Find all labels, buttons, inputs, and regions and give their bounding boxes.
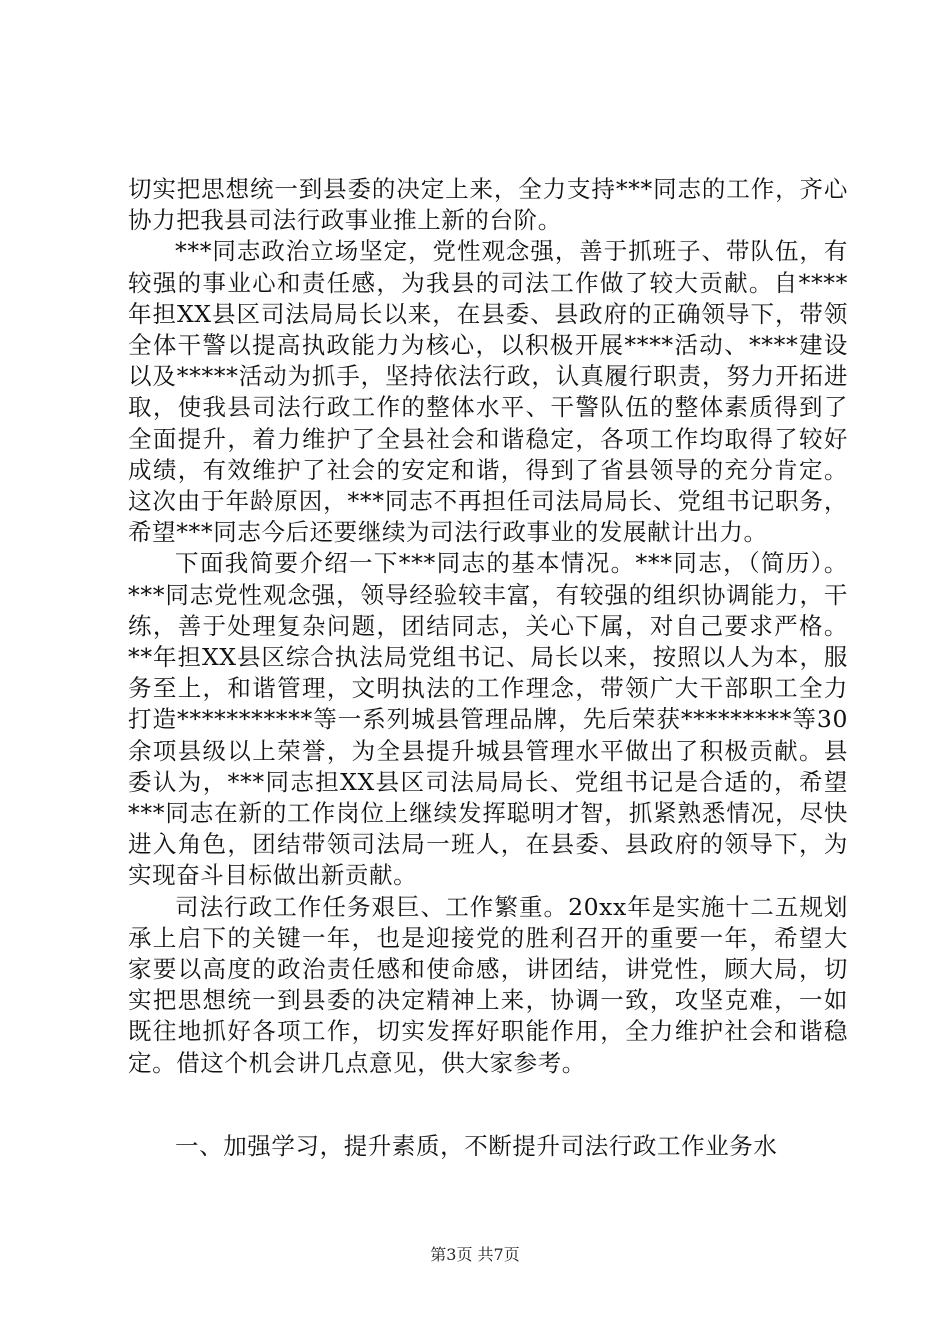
paragraph-colleague-evaluation: ***同志政治立场坚定，党性观念强，善于抓班子、带队伍，有较强的事业心和责任感，为我县的司法工作做了较大贡献。自****年担XX县区司法局局长以来，在县委、县政府的正确领导下，带领全体干警以提高执政能力为核心，以积极开展****活动、****建设以及*****活动为抓手，坚持依法行政，认真履行职责，努力开拓进取，使我县司法行政工作的整体水平、干警队伍的整体素质得到了全面提升，着力维护了全县社会和谐稳定，各项工作均取得了较好成绩，有效维护了社会的安定和谐，得到了省县领导的充分肯定。这次由于年龄原因，***同志不再担任司法局局长、党组书记职务，希望***同志今后还要继续为司法行政事业的发展献计出力。 <box>128 237 848 547</box>
paragraph-new-appointee-introduction: 下面我简要介绍一下***同志的基本情况。***同志，（简历）。***同志党性观念强，领导经验较丰富，有较强的组织协调能力，干练，善于处理复杂问题，团结同志，关心下属，对自己要求严格。**年担XX县区综合执法局党组书记、局长以来，按照以人为本，服务至上，和谐管理，文明执法的工作理念，带领广大干部职工全力打造***********等一系列城县管理品牌，先后荣获*********等30余项县级以上荣誉，为全县提升城县管理水平做出了积极贡献。县委认为，***同志担XX县区司法局局长、党组书记是合适的，希望***同志在新的工作岗位上继续发挥聪明才智，抓紧熟悉情况，尽快进入角色，团结带领司法局一班人，在县委、县政府的领导下，为实现奋斗目标做出新贡献。 <box>128 549 848 890</box>
paragraph-continuation: 切实把思想统一到县委的决定上来，全力支持***同志的工作，齐心协力把我县司法行政事业推上新的台阶。 <box>128 175 848 235</box>
page-number: 第3页 共7页 <box>430 1245 520 1264</box>
document-body <box>128 174 848 1079</box>
section-heading: 一、加强学习，提升素质，不断提升司法行政工作业务水 <box>175 1132 778 1160</box>
paragraph-work-requirements: 司法行政工作任务艰巨、工作繁重。20xx年是实施十二五规划承上启下的关键一年，也是迎接党的胜利召开的重要一年，希望大家要以高度的政治责任感和使命感，讲团结，讲党性，顾大局，切实把思想统一到县委的决定精神上来，协调一致，攻坚克难，一如既往地抓好各项工作，切实发挥好职能作用，全力维护社会和谐稳定。借这个机会讲几点意见，供大家参考。 <box>128 892 848 1077</box>
